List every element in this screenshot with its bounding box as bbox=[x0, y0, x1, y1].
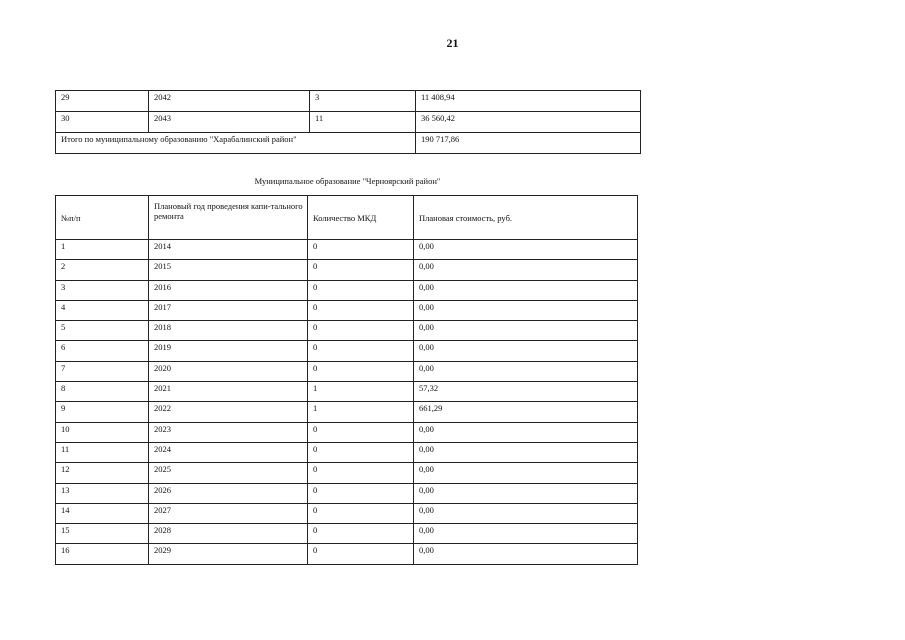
cell-count: 0 bbox=[308, 442, 414, 462]
table-row bbox=[56, 483, 638, 503]
cell-count: 0 bbox=[308, 280, 414, 300]
cell-number: 6 bbox=[56, 341, 149, 361]
cell-number: 16 bbox=[56, 544, 149, 564]
header-cell-count: Количество МКД bbox=[308, 196, 414, 240]
page-number: 21 bbox=[446, 36, 459, 50]
cell-cost: 661,29 bbox=[414, 402, 638, 422]
cell-year: 2022 bbox=[149, 402, 308, 422]
cell-count: 0 bbox=[308, 503, 414, 523]
total-row bbox=[56, 133, 641, 154]
cell-number: 5 bbox=[56, 321, 149, 341]
table-row bbox=[56, 524, 638, 544]
table-row bbox=[56, 240, 638, 260]
cell-cost: 0,00 bbox=[414, 503, 638, 523]
cell-number: 8 bbox=[56, 382, 149, 402]
cell-number: 12 bbox=[56, 463, 149, 483]
cell-cost: 0,00 bbox=[414, 341, 638, 361]
cell-cost: 57,32 bbox=[414, 382, 638, 402]
cell-year: 2042 bbox=[149, 91, 310, 112]
cell-count: 0 bbox=[308, 463, 414, 483]
cell-year: 2016 bbox=[149, 280, 308, 300]
section-title: Муниципальное образование "Черноярский район" bbox=[254, 176, 441, 186]
cell-year: 2015 bbox=[149, 260, 308, 280]
cell-count: 11 bbox=[310, 112, 416, 133]
cell-count: 0 bbox=[308, 240, 414, 260]
main-table-body bbox=[56, 196, 638, 565]
cell-cost: 0,00 bbox=[414, 442, 638, 462]
cell-year: 2023 bbox=[149, 422, 308, 442]
cell-count: 0 bbox=[308, 321, 414, 341]
cell-year: 2020 bbox=[149, 361, 308, 381]
cell-cost: 11 408,94 bbox=[416, 91, 641, 112]
table-row bbox=[56, 112, 641, 133]
table-row bbox=[56, 442, 638, 462]
cell-count: 0 bbox=[308, 300, 414, 320]
cell-number: 7 bbox=[56, 361, 149, 381]
cell-year: 2026 bbox=[149, 483, 308, 503]
cell-number: 4 bbox=[56, 300, 149, 320]
cell-year: 2014 bbox=[149, 240, 308, 260]
cell-number: 2 bbox=[56, 260, 149, 280]
total-label: Итого по муниципальному образованию "Харабалинский район" bbox=[56, 133, 416, 154]
cell-count: 1 bbox=[308, 382, 414, 402]
table-row bbox=[56, 341, 638, 361]
cell-count: 0 bbox=[308, 260, 414, 280]
cell-year: 2027 bbox=[149, 503, 308, 523]
cell-number: 9 bbox=[56, 402, 149, 422]
cell-number: 1 bbox=[56, 240, 149, 260]
table-row bbox=[56, 382, 638, 402]
cell-cost: 0,00 bbox=[414, 361, 638, 381]
main-table bbox=[55, 195, 638, 565]
cell-cost: 0,00 bbox=[414, 300, 638, 320]
cell-count: 3 bbox=[310, 91, 416, 112]
table-row bbox=[56, 463, 638, 483]
cell-number: 13 bbox=[56, 483, 149, 503]
cell-year: 2029 bbox=[149, 544, 308, 564]
header-cell-number: №п/п bbox=[56, 196, 149, 240]
cell-year: 2043 bbox=[149, 112, 310, 133]
cell-count: 0 bbox=[308, 422, 414, 442]
cell-cost: 0,00 bbox=[414, 422, 638, 442]
total-value: 190 717,86 bbox=[416, 133, 641, 154]
table-row bbox=[56, 91, 641, 112]
cell-number: 3 bbox=[56, 280, 149, 300]
cell-year: 2024 bbox=[149, 442, 308, 462]
cell-cost: 36 560,42 bbox=[416, 112, 641, 133]
cell-number: 14 bbox=[56, 503, 149, 523]
header-cell-cost: Плановая стоимость, руб. bbox=[414, 196, 638, 240]
cell-cost: 0,00 bbox=[414, 463, 638, 483]
cell-count: 0 bbox=[308, 524, 414, 544]
cell-cost: 0,00 bbox=[414, 524, 638, 544]
cell-number: 30 bbox=[56, 112, 149, 133]
cell-year: 2021 bbox=[149, 382, 308, 402]
top-table bbox=[55, 90, 641, 154]
cell-number: 10 bbox=[56, 422, 149, 442]
table-row bbox=[56, 321, 638, 341]
cell-cost: 0,00 bbox=[414, 544, 638, 564]
cell-cost: 0,00 bbox=[414, 240, 638, 260]
cell-number: 15 bbox=[56, 524, 149, 544]
table-row bbox=[56, 503, 638, 523]
header-cell-year: Плановый год проведения капи-тального ремонта bbox=[149, 196, 308, 240]
cell-count: 1 bbox=[308, 402, 414, 422]
table-row bbox=[56, 422, 638, 442]
cell-count: 0 bbox=[308, 361, 414, 381]
cell-cost: 0,00 bbox=[414, 280, 638, 300]
table-row bbox=[56, 280, 638, 300]
cell-year: 2025 bbox=[149, 463, 308, 483]
top-table-body bbox=[56, 91, 641, 154]
cell-cost: 0,00 bbox=[414, 260, 638, 280]
cell-count: 0 bbox=[308, 483, 414, 503]
cell-number: 29 bbox=[56, 91, 149, 112]
cell-year: 2018 bbox=[149, 321, 308, 341]
cell-year: 2017 bbox=[149, 300, 308, 320]
table-header-row bbox=[56, 196, 638, 240]
table-row bbox=[56, 544, 638, 564]
cell-cost: 0,00 bbox=[414, 321, 638, 341]
table-row bbox=[56, 402, 638, 422]
table-row bbox=[56, 361, 638, 381]
table-row bbox=[56, 300, 638, 320]
cell-count: 0 bbox=[308, 544, 414, 564]
cell-year: 2028 bbox=[149, 524, 308, 544]
cell-cost: 0,00 bbox=[414, 483, 638, 503]
cell-count: 0 bbox=[308, 341, 414, 361]
cell-number: 11 bbox=[56, 442, 149, 462]
cell-year: 2019 bbox=[149, 341, 308, 361]
table-row bbox=[56, 260, 638, 280]
